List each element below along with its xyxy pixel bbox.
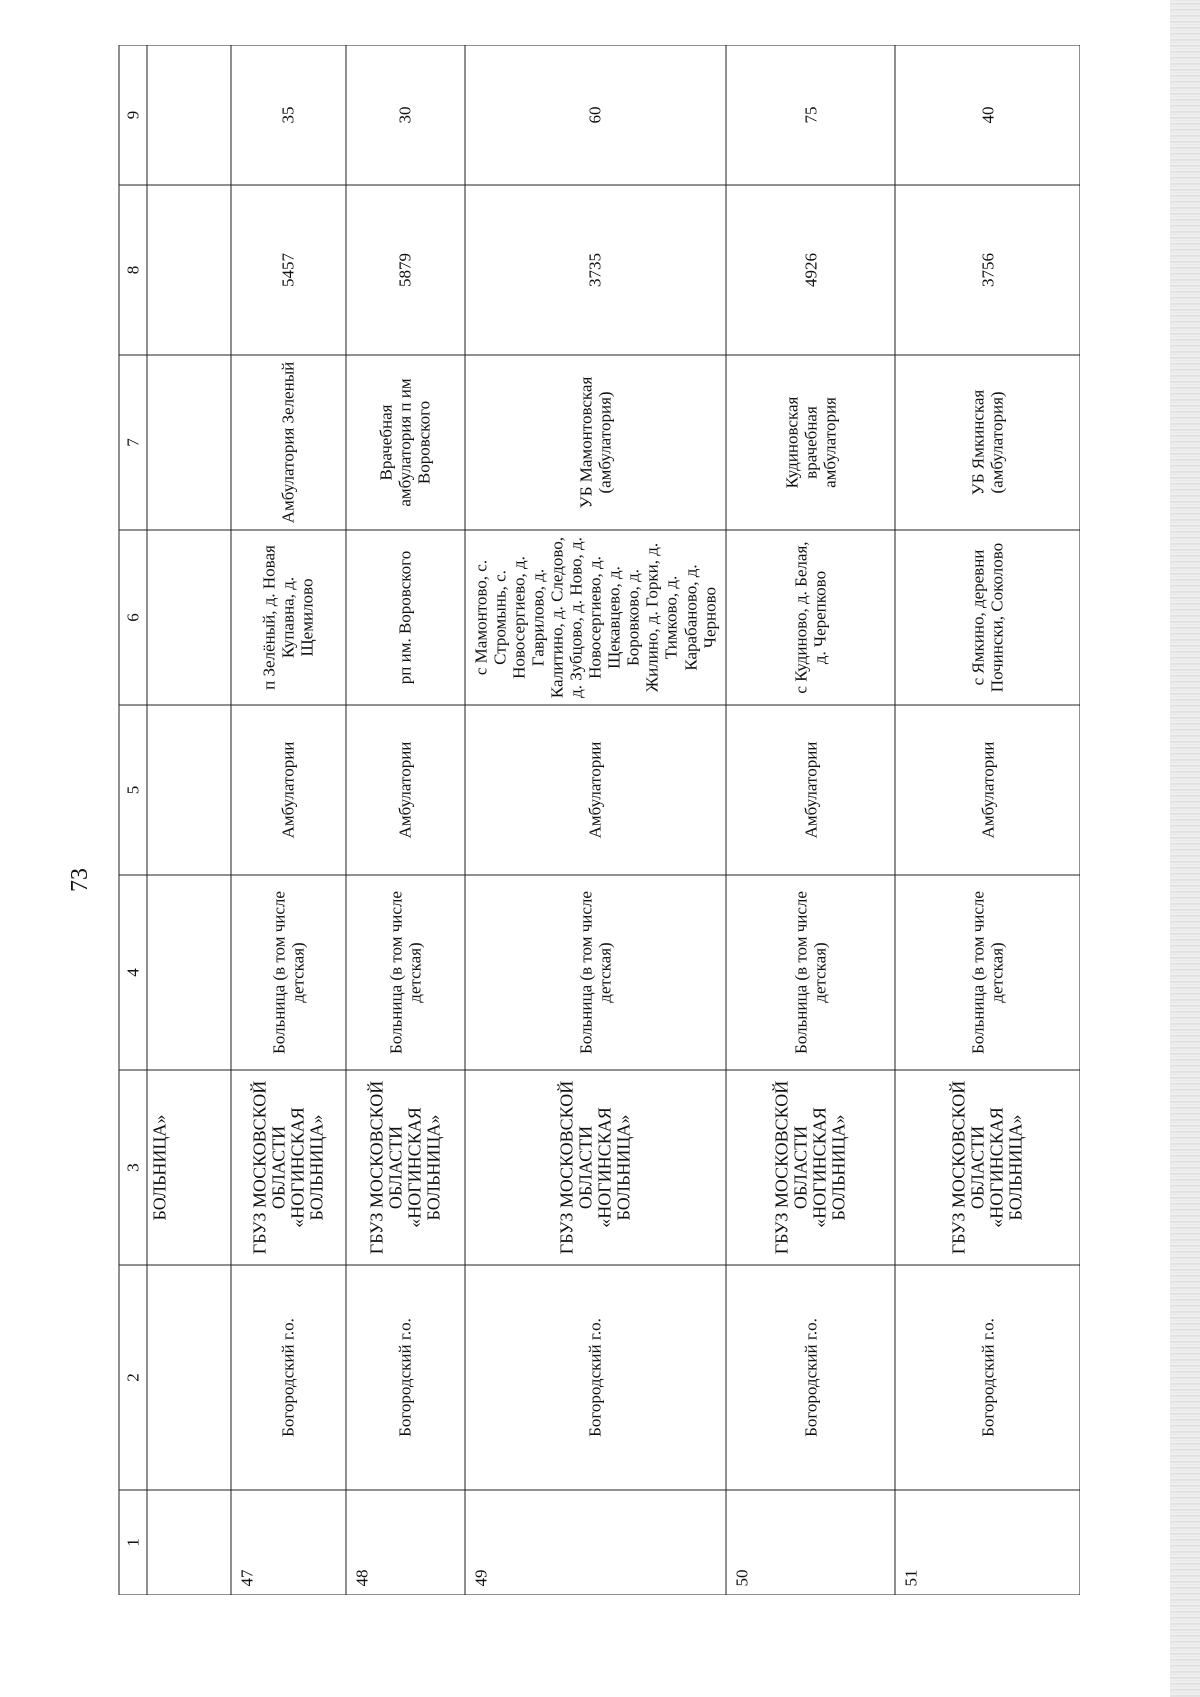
column-header: 4 [119,875,147,1070]
row-number-cell: 49 [465,1490,727,1595]
column-header: 5 [119,705,147,875]
column-header: 7 [119,355,147,530]
column-header: 8 [119,185,147,355]
facility-type-cell: Больница (в том числе детская) [346,875,465,1070]
table-row [346,45,465,1595]
organization-cell: ГБУЗ МОСКОВСКОЙ ОБЛАСТИ «НОГИНСКАЯ БОЛЬНИЦА» [726,1070,895,1265]
row-number-cell: 50 [726,1490,895,1595]
district-cell: Богородский г.о. [895,1265,1080,1490]
table-cell [147,1490,231,1595]
facility-type-cell: Больница (в том числе детская) [726,875,895,1070]
distance-cell: 75 [726,45,895,185]
population-cell: 3735 [465,185,727,355]
column-header: 2 [119,1265,147,1490]
column-header: 1 [119,1490,147,1595]
organization-cell: ГБУЗ МОСКОВСКОЙ ОБЛАСТИ «НОГИНСКАЯ БОЛЬНИЦА» [231,1070,346,1265]
unit-kind-cell: Амбулатории [465,705,727,875]
table-cell [147,185,231,355]
unit-kind-cell: Амбулатории [726,705,895,875]
org-continuation-cell: БОЛЬНИЦА» [147,1070,231,1265]
district-cell: Богородский г.о. [726,1265,895,1490]
continuation-row [147,45,231,1595]
table-row [895,45,1080,1595]
settlements-cell: с Кудиново, д. Белая, д. Черепково [726,530,895,705]
facility-type-cell: Больница (в том числе детская) [231,875,346,1070]
table-row [726,45,895,1595]
column-header: 3 [119,1070,147,1265]
facility-type-cell: Больница (в том числе детская) [895,875,1080,1070]
population-cell: 5879 [346,185,465,355]
population-cell: 3756 [895,185,1080,355]
row-number-cell: 47 [231,1490,346,1595]
unit-kind-cell: Амбулатории [346,705,465,875]
page-number: 73 [67,868,93,892]
facility-name-cell: Кудиновская врачебная амбулатория [726,355,895,530]
district-cell: Богородский г.о. [465,1265,727,1490]
organization-cell: ГБУЗ МОСКОВСКОЙ ОБЛАСТИ «НОГИНСКАЯ БОЛЬНИЦА» [895,1070,1080,1265]
unit-kind-cell: Амбулатории [895,705,1080,875]
district-cell: Богородский г.о. [231,1265,346,1490]
facilities-table [119,45,1081,1595]
district-cell: Богородский г.о. [346,1265,465,1490]
distance-cell: 35 [231,45,346,185]
column-header: 6 [119,530,147,705]
table-cell [147,1265,231,1490]
settlements-cell: п Зелёный, д. Новая Купавна, д. Щемилово [231,530,346,705]
table-cell [147,705,231,875]
facility-name-cell: Врачебная амбулатория п им Воровского [346,355,465,530]
table-row [231,45,346,1595]
population-cell: 4926 [726,185,895,355]
header-row [119,45,147,1595]
facility-name-cell: УБ Мамонтовская (амбулатория) [465,355,727,530]
table-cell [147,530,231,705]
organization-cell: ГБУЗ МОСКОВСКОЙ ОБЛАСТИ «НОГИНСКАЯ БОЛЬНИЦА» [465,1070,727,1265]
row-number-cell: 48 [346,1490,465,1595]
facility-name-cell: УБ Ямкинская (амбулатория) [895,355,1080,530]
settlements-cell: с Ямкино, деревни Почински, Соколово [895,530,1080,705]
scan-edge-artifact [1170,0,1200,1697]
distance-cell: 60 [465,45,727,185]
facility-type-cell: Больница (в том числе детская) [465,875,727,1070]
settlements-cell: с Мамонтово, с. Стромынь, с. Новосергиево, д. Гаврилово, д. Калитино, д. Следово, д. Зубцово, д. Ново, д. Новосергиево, д. Щекавцево, д. Боровково, д. Жилино, д. Горки, д. Тимково, д. Карабаново, д. Черново [465,530,727,705]
table-cell [147,355,231,530]
organization-cell: ГБУЗ МОСКОВСКОЙ ОБЛАСТИ «НОГИНСКАЯ БОЛЬНИЦА» [346,1070,465,1265]
table-cell [147,875,231,1070]
distance-cell: 30 [346,45,465,185]
row-number-cell: 51 [895,1490,1080,1595]
distance-cell: 40 [895,45,1080,185]
settlements-cell: рп им. Воровского [346,530,465,705]
table-cell [147,45,231,185]
table-sheet [118,45,1080,1595]
unit-kind-cell: Амбулатории [231,705,346,875]
column-header: 9 [119,45,147,185]
population-cell: 5457 [231,185,346,355]
table-row [465,45,727,1595]
facility-name-cell: Амбулатория Зеленый [231,355,346,530]
